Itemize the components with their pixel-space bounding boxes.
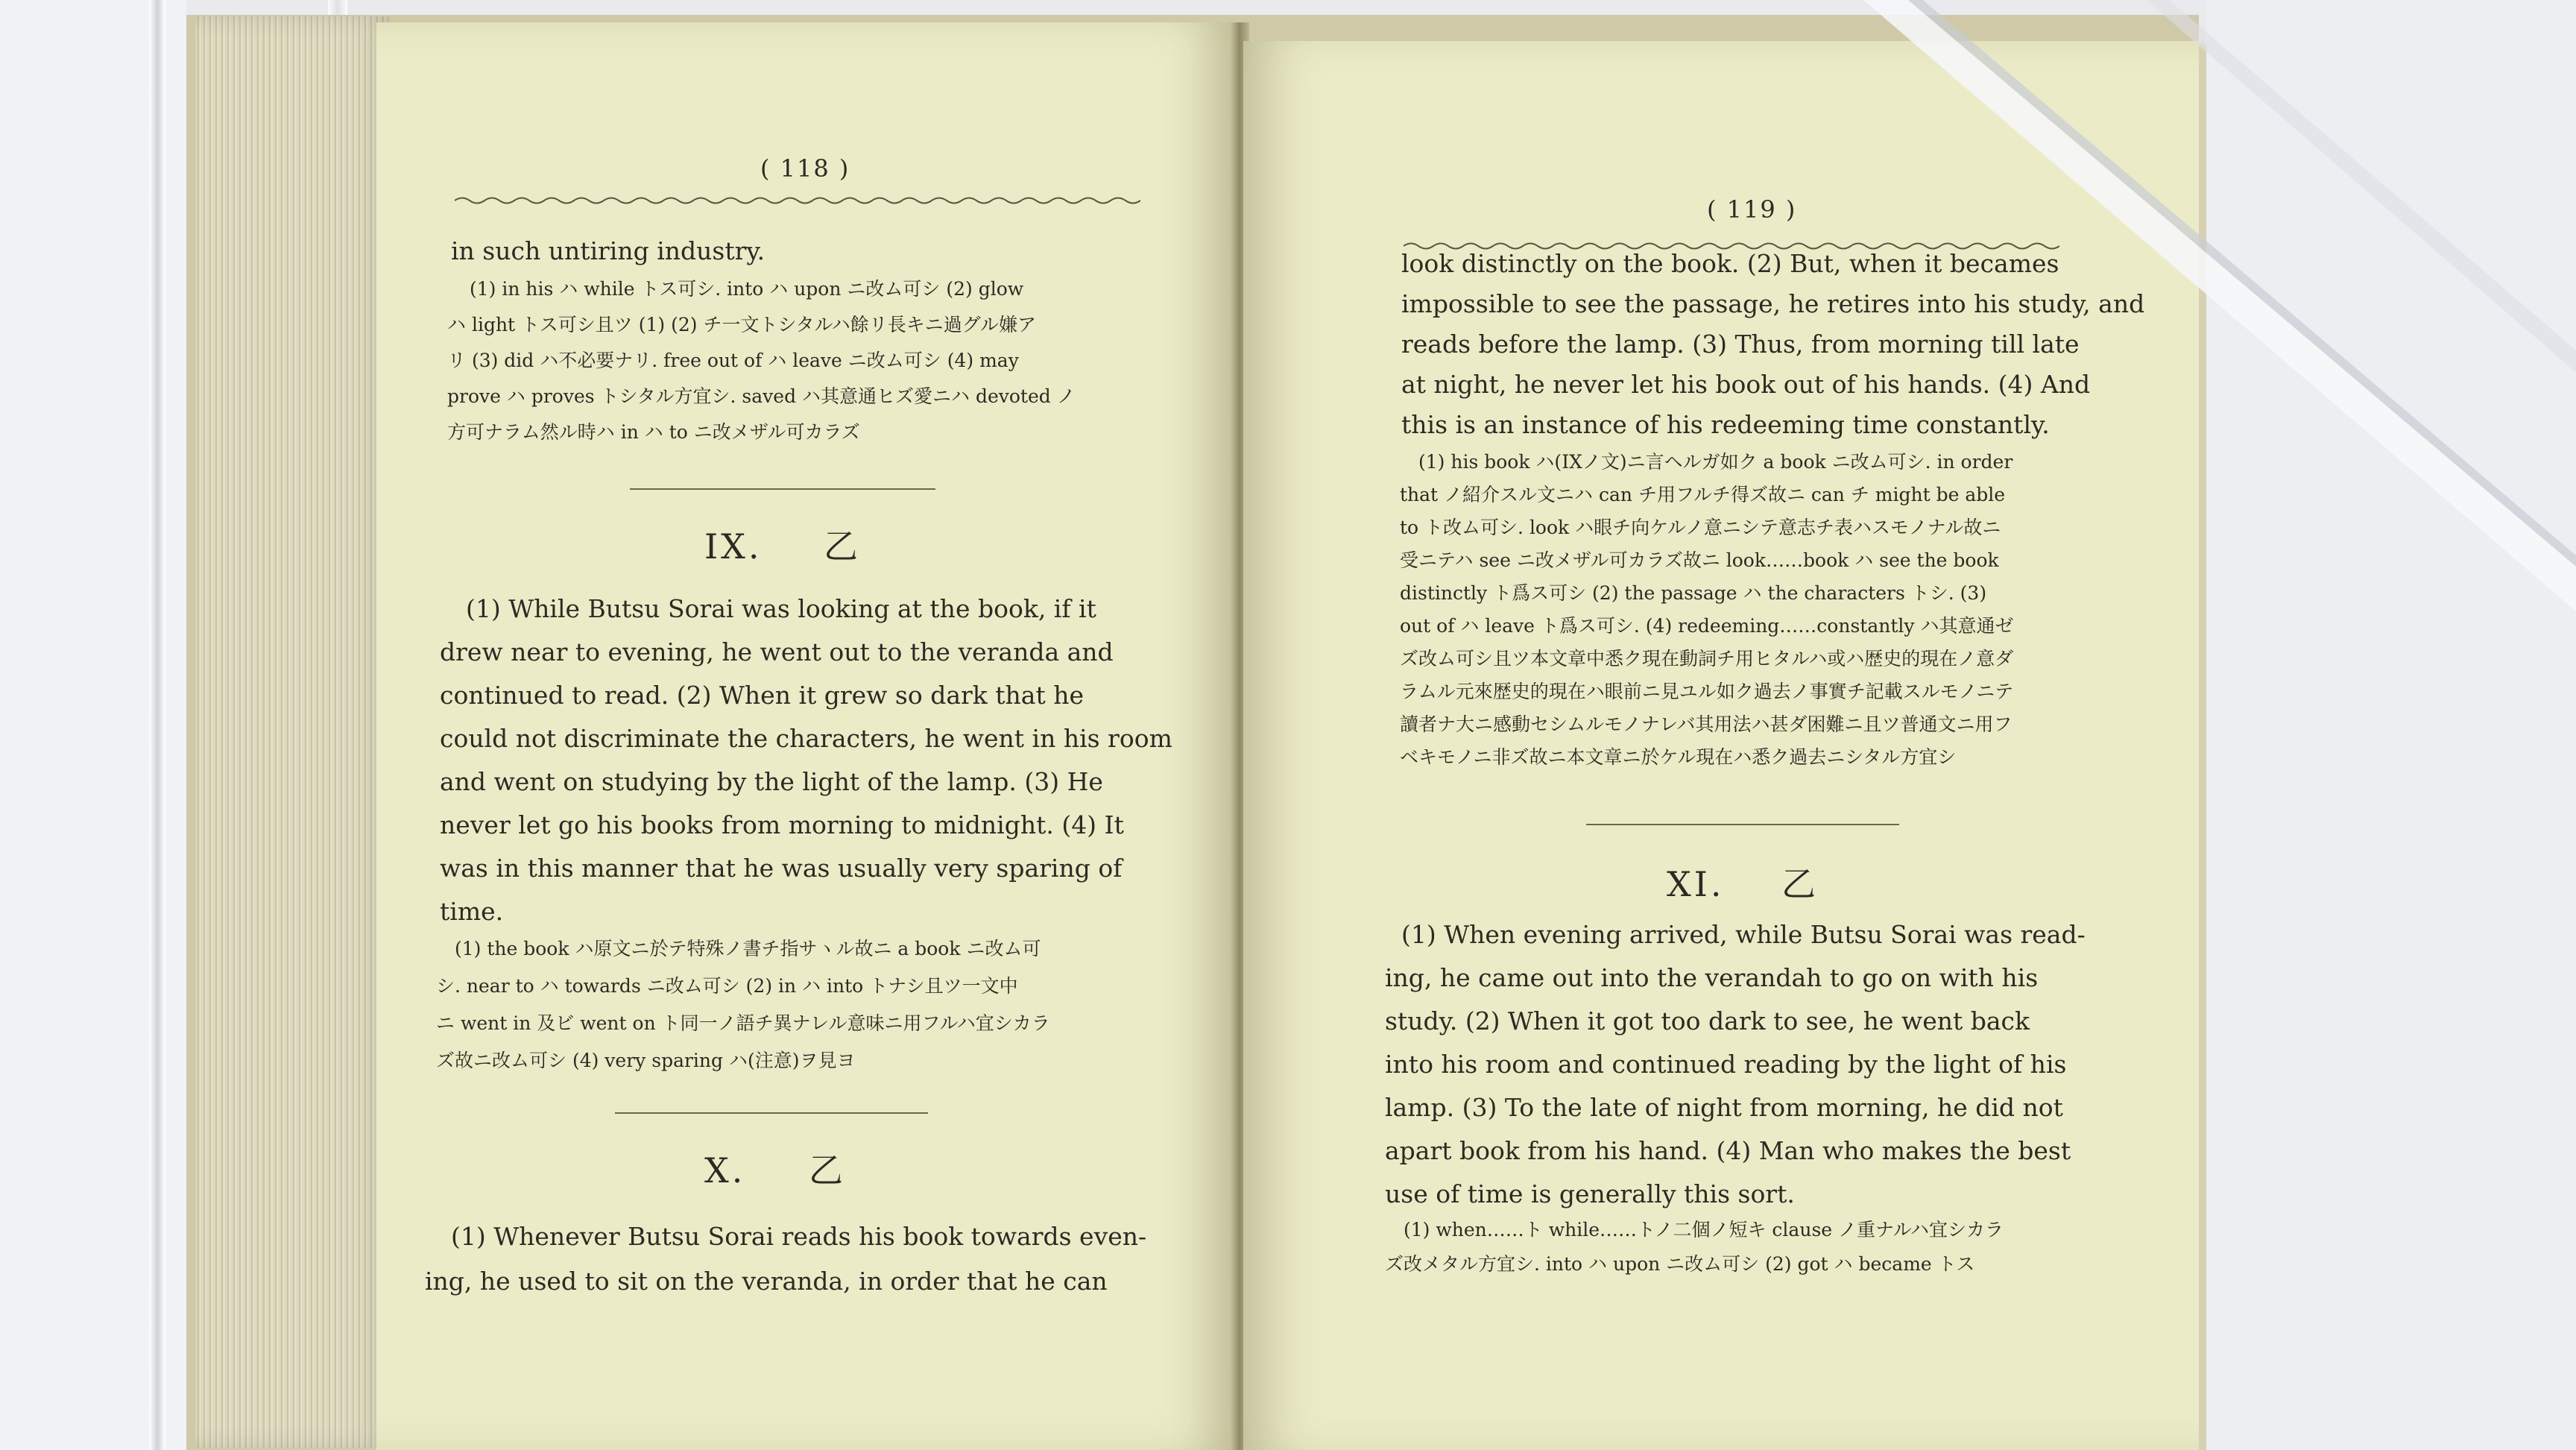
body-line: continued to read. (2) When it grew so dark that he	[440, 681, 1084, 710]
body-line: in such untiring industry.	[451, 236, 765, 265]
glass-rod-left	[149, 0, 165, 1450]
section-heading-ix: IX.	[704, 526, 763, 567]
section-divider	[1586, 824, 1899, 825]
body-line: lamp. (3) To the late of night from morning, he did not	[1385, 1093, 2063, 1122]
grade-mark-xi: 乙	[1781, 864, 1819, 904]
body-line: study. (2) When it got too dark to see, he went back	[1385, 1006, 2030, 1036]
note-line: (1) his book ハ(IXノ文)ニ言ヘルガ如ク a book ニ改ム可シ. in order	[1418, 451, 2013, 473]
header-wavy-rule	[455, 195, 1140, 206]
note-line: out of ハ leave ト爲ス可シ. (4) redeeming……constantly ハ其意通ゼ	[1400, 615, 2014, 637]
note-line: リ (3) did ハ不必要ナリ. free out of ハ leave ニ改ム可シ (4) may	[447, 350, 1019, 371]
body-line: (1) When evening arrived, while Butsu Sorai was read-	[1401, 920, 2086, 949]
note-line: (1) when……ト while……トノ二個ノ短キ clause ノ重ナルハ宜シカラ	[1404, 1219, 2004, 1241]
body-line: use of time is generally this sort.	[1385, 1179, 1795, 1208]
note-line: ニ went in 及ビ went on ト同一ノ語チ異ナレル意味ニ用フルハ宜シカラ	[436, 1012, 1050, 1034]
note-line: prove ハ proves トシタル方宜シ. saved ハ其意通ヒズ愛ニハ devoted ノ	[447, 385, 1076, 407]
note-line: that ノ紹介スル文ニハ can チ用フルチ得ズ故ニ can チ might be able	[1400, 484, 2006, 505]
body-line: apart book from his hand. (4) Man who makes the best	[1385, 1136, 2071, 1165]
note-line: ズ故ニ改ム可シ (4) very sparing ハ(注意)ヲ見ヨ	[436, 1050, 856, 1071]
body-line: (1) Whenever Butsu Sorai reads his book towards even-	[451, 1222, 1147, 1251]
note-line: distinctly ト爲ス可シ (2) the passage ハ the characters トシ. (3)	[1400, 582, 1987, 604]
body-line: reads before the lamp. (3) Thus, from morning till late	[1401, 330, 2080, 359]
section-heading-x: X.	[704, 1150, 746, 1191]
body-line: never let go his books from morning to midnight. (4) It	[440, 810, 1124, 839]
page-number-119: ( 119 )	[1707, 195, 1797, 224]
section-heading-xi: XI.	[1667, 864, 1725, 904]
left-page	[376, 22, 1237, 1450]
note-line: ラムル元來歴史的現在ハ眼前ニ見ユル如ク過去ノ事實チ記載スルモノニテ	[1400, 681, 2014, 702]
body-line: was in this manner that he was usually very sparing of	[440, 854, 1123, 883]
note-line: ズ改メタル方宜シ. into ハ upon ニ改ム可シ (2) got ハ became トス	[1385, 1253, 1975, 1275]
note-line: 方可ナラム然ル時ハ in ハ to ニ改メザル可カラズ	[447, 421, 860, 443]
note-line: 讀者ナ大ニ感動セシムルモノナレバ其用法ハ甚ダ困難ニ且ツ普通文ニ用フ	[1400, 713, 2012, 735]
grade-mark-x: 乙	[809, 1150, 846, 1191]
note-line: (1) in his ハ while トス可シ. into ハ upon ニ改ム可シ (2) glow	[470, 278, 1024, 300]
body-line: into his room and continued reading by the light of his	[1385, 1050, 2067, 1079]
note-line: (1) the book ハ原文ニ於テ特殊ノ書チ指サヽル故ニ a book ニ改ム可	[455, 938, 1041, 959]
note-line: シ. near to ハ towards ニ改ム可シ (2) in ハ into トナシ且ツ一文中	[436, 975, 1018, 997]
note-line: 受ニテハ see ニ改メザル可カラズ故ニ look……book ハ see the book	[1400, 549, 1999, 571]
body-line: ing, he came out into the verandah to go on with his	[1385, 963, 2039, 992]
body-line: impossible to see the passage, he retires into his study, and	[1401, 289, 2145, 318]
acrylic-rod	[1863, 0, 2576, 671]
body-line: could not discriminate the characters, he went in his room	[440, 724, 1172, 753]
body-line: drew near to evening, he went out to the veranda and	[440, 637, 1114, 666]
body-line: ing, he used to sit on the veranda, in order that he can	[425, 1267, 1108, 1296]
section-divider	[630, 488, 935, 490]
note-line: to ト改ム可シ. look ハ眼チ向ケルノ意ニシテ意志チ表ハスモノナル故ニ	[1400, 517, 2001, 538]
body-line: this is an instance of his redeeming time constantly.	[1401, 410, 2050, 439]
body-line: (1) While Butsu Sorai was looking at the book, if it	[466, 594, 1096, 623]
note-line: ズ改ム可シ且ツ本文章中悉ク現在動詞チ用ヒタルハ或ハ歴史的現在ノ意ダ	[1400, 648, 2014, 669]
page-number-118: ( 118 )	[760, 154, 850, 183]
body-line: and went on studying by the light of the lamp. (3) He	[440, 767, 1103, 796]
body-line: look distinctly on the book. (2) But, when it becames	[1401, 249, 2059, 278]
page-edges	[195, 16, 389, 1448]
body-line: at night, he never let his book out of his hands. (4) And	[1401, 370, 2091, 399]
body-line: time.	[440, 897, 504, 926]
grade-mark-ix: 乙	[824, 526, 861, 567]
section-divider	[615, 1112, 928, 1114]
note-line: ベキモノニ非ズ故ニ本文章ニ於ケル現在ハ悉ク過去ニシタル方宜シ	[1400, 746, 1957, 768]
note-line: ハ light トス可シ且ツ (1) (2) チ一文トシタルハ餘リ長キニ過グル嫌ア	[447, 314, 1036, 335]
